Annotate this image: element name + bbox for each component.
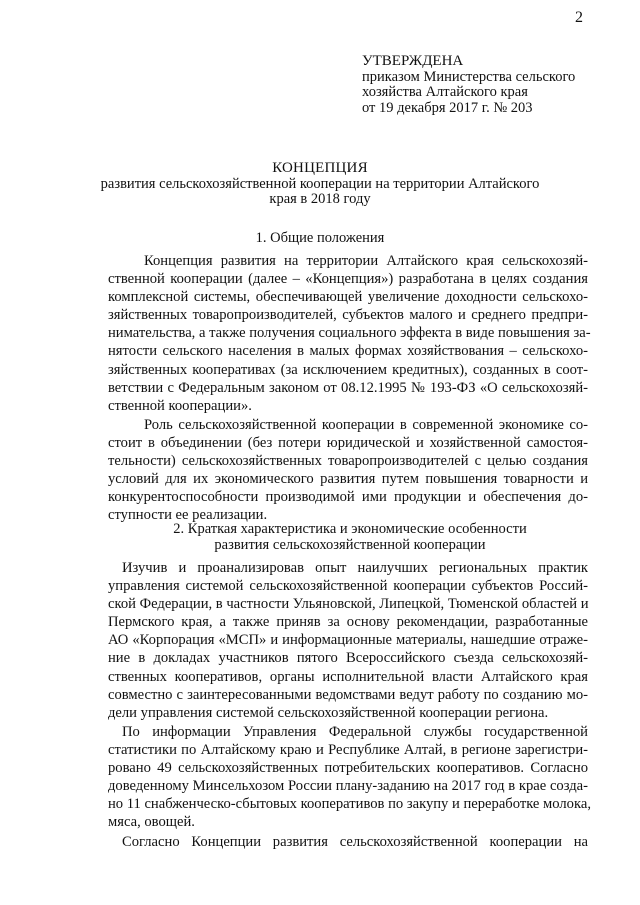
page-number: 2 [575,9,583,26]
text-line: зяйственных товаропроизводителей, субъектов малого и среднего предпри- [108,307,588,324]
text-line: но 11 снабженческо-сбытовых кооперативов по закупу и переработке молока, [108,796,591,813]
text-line: нятости сельского населения в малых формах хозяйствования – сельскохо- [108,343,588,360]
text-line: Согласно Концепции развития сельскохозяйственной кооперации на [122,834,588,850]
approval-stamp [362,54,612,116]
section-2-paragraph-1 [108,559,588,722]
text-line: ской Федерации, в частности Ульяновской, Липецкой, Тюменской областей и [108,596,589,613]
concept-title-word: КОНЦЕПЦИЯ [272,160,368,176]
text-line: стоит в объединении (без потери юридической и хозяйственной самостоя- [108,435,588,452]
concept-subtitle-line: развития сельскохозяйственной кооперации на территории Алтайского [100,175,540,192]
text-line: конкурентоспособности производимой ими продукции и обеспечения до- [108,489,588,506]
text-line: ровано 49 сельскохозяйственных потребительских кооперативов. Согласно [108,760,588,777]
concept-title [100,161,540,208]
section-1-paragraph-1 [108,252,591,415]
text-line: По информации Управления Федеральной службы государственной [122,724,588,740]
text-line: Роль сельскохозяйственной кооперации в современной экономике со- [144,417,588,433]
text-line: статистики по Алтайскому краю и Республике Алтай, в регионе зарегистри- [108,742,588,759]
text-line: мяса, овощей. [108,814,195,831]
section-2-paragraph-2 [108,723,591,832]
text-line: условий для их экономического развития путем повышения товарности и [108,471,588,488]
text-line: ственной кооперации». [108,397,252,414]
approval-line: хозяйства Алтайского края [362,84,528,100]
text-line: ственных кооперативов, органы исполнительной власти Алтайского края [108,668,588,685]
text-line: Изучив и проанализировав опыт наилучших региональных практик [122,560,588,576]
section-2-heading: 2. Краткая характеристика и экономические особенности развития сельскохозяйственной кооперации [173,521,527,553]
text-line: зяйственных кооперативах (за исключением кредитных), созданных в соот- [108,361,588,378]
text-line: Концепция развития на территории Алтайского края сельскохозяй- [144,253,588,269]
text-line: нимательства, а также получения социального эффекта в виде повышения за- [108,325,591,342]
text-line: ступности ее реализации. [108,507,268,524]
text-line: комплексной системы, обеспечивающей увеличение доходности сельскохо- [108,289,588,306]
concept-subtitle-line: края в 2018 году [269,191,371,207]
approval-title: УТВЕРЖДЕНА [362,53,464,69]
text-line: Пермского края, а также приняв за основу рекомендации, разработанные [108,614,588,631]
approval-line: от 19 декабря 2017 г. № 203 [362,99,533,116]
text-line: доведенному Минсельхозом России плану-заданию на 2017 год в крае созда- [108,778,588,795]
text-line: управления системой сельскохозяйственной кооперации субъектов Россий- [108,578,588,595]
text-line: совместно с заинтересованными ведомствами ведут работу по созданию мо- [108,686,588,703]
approval-line: приказом Министерства сельского [362,68,576,85]
section-1-paragraph-2 [108,416,588,525]
text-line: дели управления системой сельскохозяйственной кооперации региона. [108,704,549,721]
text-line: ние в докладах участников пятого Всероссийского съезда сельскохозяй- [108,650,588,667]
section-1-heading: 1. Общие положения [255,230,385,246]
section-2-paragraph-3 [108,833,588,851]
text-line: АО «Корпорация «МСП» и информационные материалы, нашедшие отраже- [108,632,588,649]
text-line: тельности) сельскохозяйственных товаропроизводителей с целью создания [108,453,588,470]
text-line: ственной кооперации (далее – «Концепция») разработана в целях создания [108,271,588,288]
text-line: ветствии с Федеральным законом от 08.12.1995 № 193-ФЗ «О сельскохозяй- [108,379,588,396]
